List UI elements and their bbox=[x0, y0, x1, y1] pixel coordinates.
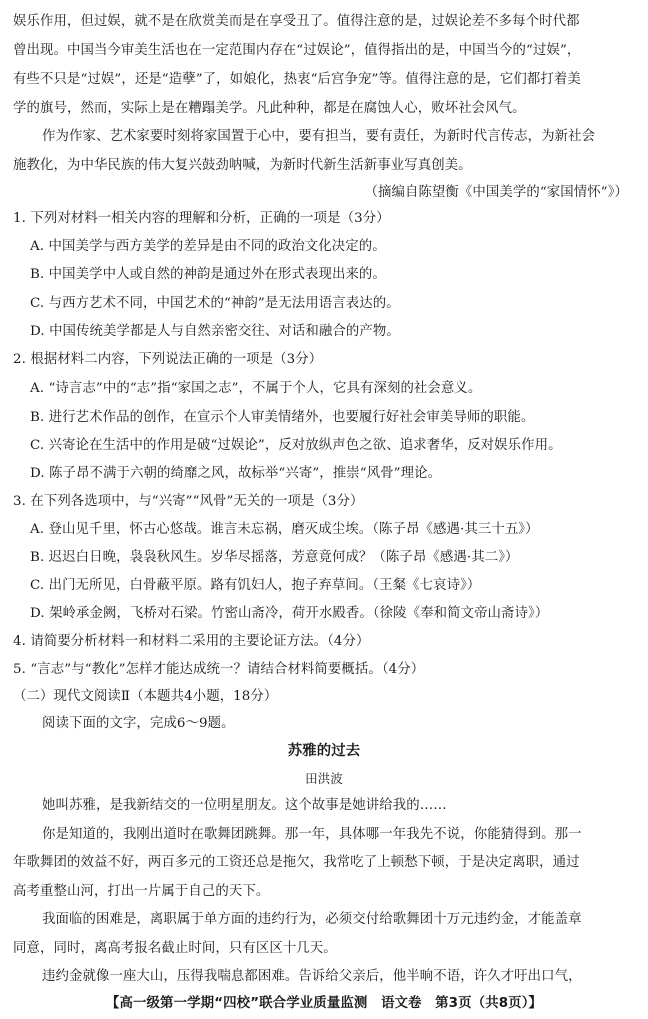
question-2-option: D. 陈子昂不满于六朝的绮靡之风，故标举“兴寄”，推崇“风骨”理论。 bbox=[30, 466, 442, 481]
question-2-option: A. “诗言志”中的“志”指“家国之志”，不属于个人，它具有深刻的社会意义。 bbox=[30, 381, 482, 396]
text-line: 学的旗号，然而，实际上是在糟蹋美学。凡此种种，都是在腐蚀人心，败坏社会风气。 bbox=[13, 101, 526, 116]
story-title: 苏雅的过去 bbox=[287, 743, 361, 759]
text-line: 娱乐作用，但过娱，就不是在欣赏美而是在享受丑了。值得注意的是，过娱论差不多每个时代都 bbox=[13, 14, 580, 29]
question-3-stem: 3. 在下列各选项中，与“兴寄”“风骨”无关的一项是（3分） bbox=[13, 494, 364, 509]
question-5: 5. “言志”与“教化”怎样才能达成统一？请结合材料简要概括。（4分） bbox=[13, 662, 425, 677]
question-1-option: B. 中国美学中人或自然的神韵是通过外在形式表现出来的。 bbox=[30, 267, 386, 282]
story-author: 田洪波 bbox=[305, 771, 343, 786]
question-3-option: D. 架岭承金阙，飞桥对石梁。竹密山斋冷，荷开水殿香。（徐陵《奉和简文帝山斋诗》） bbox=[30, 606, 549, 621]
text-line: 曾出现。中国当今审美生活也在一定范围内存在“过娱论”，值得指出的是，中国当今的“过娱”， bbox=[13, 43, 581, 58]
question-2-option: B. 进行艺术作品的创作，在宣示个人审美情绪外，也要履行好社会审美导师的职能。 bbox=[30, 410, 535, 425]
question-1-stem: 1. 下列对材料一相关内容的理解和分析，正确的一项是（3分） bbox=[13, 211, 390, 226]
text-line: 违约金就像一座大山，压得我喘息都困难。告诉给父亲后，他半晌不语，许久才吁出口气， bbox=[42, 969, 582, 984]
text-line: 施教化，为中华民族的伟大复兴鼓劲呐喊，为新时代新生活新事业写真创美。 bbox=[13, 158, 472, 173]
text-line: 你是知道的，我刚出道时在歌舞团跳舞。那一年，具体哪一年我先不说，你能猜得到。那一 bbox=[42, 827, 582, 842]
question-3-option: A. 登山见千里，怀古心悠哉。谁言未忘祸，磨灭成尘埃。（陈子昂《感遇·其三十五》） bbox=[30, 522, 539, 537]
text-line: 年歌舞团的效益不好，两百多元的工资还总是拖欠，我常吃了上顿愁下顿，于是决定离职，通过 bbox=[13, 855, 580, 870]
question-2-option: C. 兴寄论在生活中的作用是破“过娱论”，反对放纵声色之欲、追求奢华，反对娱乐作用。 bbox=[30, 438, 562, 453]
text-line: 高考重整山河，打出一片属于自己的天下。 bbox=[13, 884, 270, 899]
text-line: 我面临的困难是，离职属于单方面的违约行为，必须交付给歌舞团十万元违约金，才能盖章 bbox=[42, 912, 582, 927]
reading-instruction: 阅读下面的文字，完成6～9题。 bbox=[42, 716, 235, 731]
question-1-option: C. 与西方艺术不同，中国艺术的“神韵”是无法用语言表达的。 bbox=[30, 296, 400, 311]
question-3-option: C. 出门无所见，白骨蔽平原。路有饥妇人，抱子弃草间。（王粲《七哀诗》） bbox=[30, 578, 481, 593]
question-1-option: A. 中国美学与西方美学的差异是由不同的政治文化决定的。 bbox=[30, 239, 386, 254]
text-line: 同意，同时，离高考报名截止时间，只有区区十几天。 bbox=[13, 941, 337, 956]
question-4: 4. 请简要分析材料一和材料二采用的主要论证方法。（4分） bbox=[13, 634, 370, 649]
text-line: 她叫苏雅，是我新结交的一位明星朋友。这个故事是她讲给我的…… bbox=[42, 798, 447, 813]
page-footer: 【高一级第一学期“四校”联合学业质量监测 语文卷 第3页（共8页）】 bbox=[105, 996, 543, 1011]
question-2-stem: 2. 根据材料二内容，下列说法正确的一项是（3分） bbox=[13, 352, 323, 367]
source-citation: （摘编自陈望衡《中国美学的“家国情怀”》） bbox=[364, 185, 628, 200]
section-heading: （二）现代文阅读Ⅱ（本题共4小题，18分） bbox=[13, 689, 278, 704]
question-3-option: B. 迟迟白日晚，袅袅秋风生。岁华尽摇落，芳意竟何成？（陈子昂《感遇·其二》） bbox=[30, 550, 519, 565]
text-line: 有些不只是“过娱”，还是“造孽”了，如娘化，热衷“后宫争宠”等。值得注意的是，它们都打着美 bbox=[13, 72, 581, 87]
question-1-option: D. 中国传统美学都是人与自然亲密交往、对话和融合的产物。 bbox=[30, 324, 400, 339]
text-line: 作为作家、艺术家要时刻将家国置于心中，要有担当，要有责任，为新时代言传志，为新社会 bbox=[42, 129, 596, 144]
